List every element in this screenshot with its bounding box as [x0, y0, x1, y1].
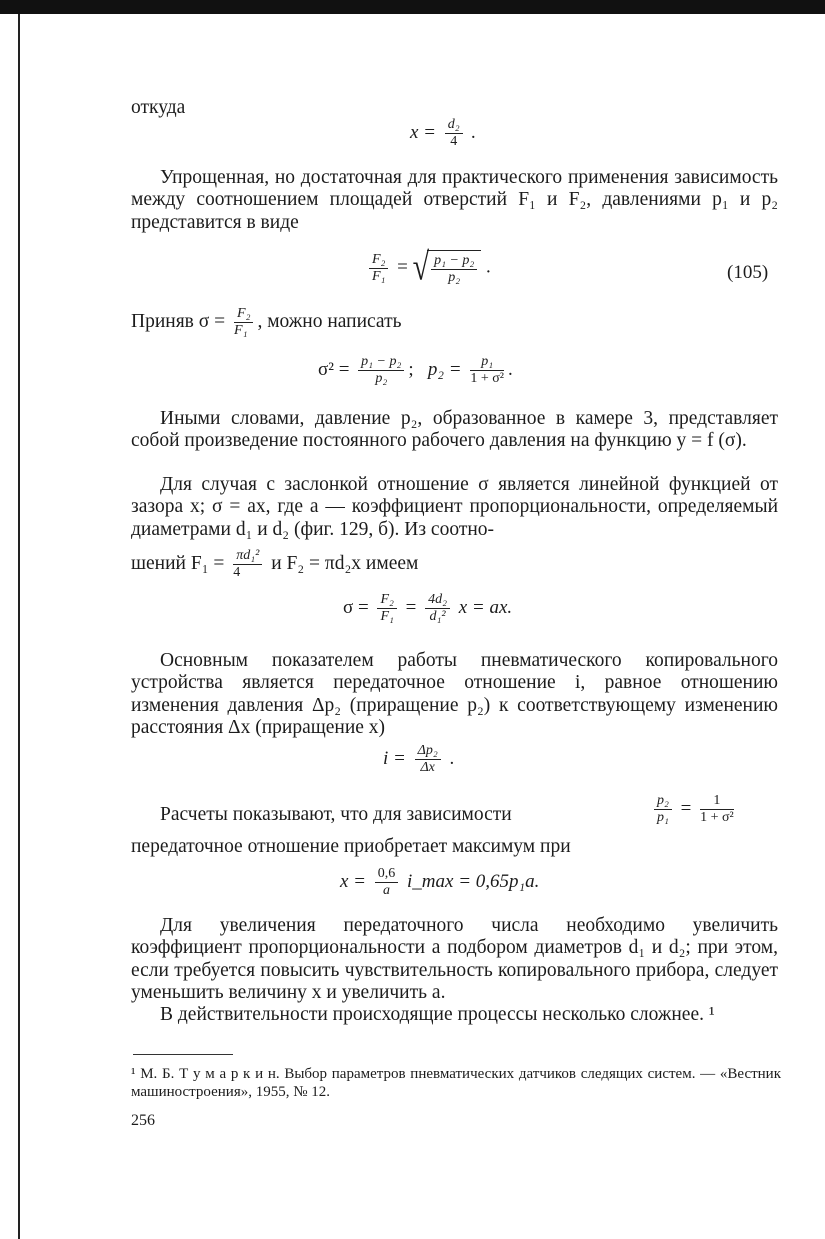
numerator: F₂ [234, 306, 253, 323]
footnote-separator [133, 1054, 233, 1055]
formula-lhs: x = [340, 870, 367, 892]
paragraph-flap-case: Для случая с заслонкой отношение σ является линейной функцией от зазора x; σ = ax, где a — коэффициент пропорциональности, определяемый диаметрами d₁ и d₂ (фиг. 129, б). Из соотно- [131, 474, 778, 540]
numerator: 4d₂ [425, 592, 450, 609]
numerator: F₂ [377, 592, 396, 609]
fraction-1 [377, 592, 396, 625]
fraction [445, 117, 463, 150]
denominator: d₁² [429, 609, 446, 624]
denominator: 1 + σ² [700, 810, 734, 825]
formula-x-max [340, 866, 539, 899]
page-number: 256 [131, 1112, 155, 1129]
numerator: p₂ [654, 793, 672, 810]
denominator: 1 + σ² [470, 371, 504, 386]
denominator: p₂ [448, 270, 461, 285]
scan-top-border [0, 0, 825, 14]
scan-left-border [18, 14, 20, 1239]
equation-number: (105) [727, 262, 769, 283]
paragraph-increase-gain: Для увеличения передаточного числа необходимо увеличить коэффициент пропорциональности a подбором диаметров d₁ и d₂; при этом, если требуется повысить чувствительность копировального прибора, следует уменьшить величину x и увеличить a. [131, 915, 778, 1004]
fraction-2 [470, 354, 504, 387]
formula-lhs: σ² = [318, 358, 350, 380]
word-otkuda: откуда [131, 97, 186, 118]
text-f2-imeem: и F₂ = πd₂x имеем [271, 552, 419, 574]
denominator: p₁ [657, 810, 669, 825]
fraction-pressure [431, 253, 477, 286]
denominator: p₂ [375, 371, 388, 386]
sqrt-icon: √ [412, 245, 430, 289]
formula-lhs: σ = [343, 596, 369, 618]
formula-tail: x = ax. [458, 596, 513, 618]
denominator: F₁ [380, 609, 394, 624]
numerator: p₁ − p₂ [431, 253, 477, 270]
formula-tail: . [486, 256, 491, 278]
formula-p2-p1 [650, 793, 738, 826]
text-sheniy: шений F₁ = [131, 552, 225, 574]
numerator: F₂ [369, 252, 388, 269]
denominator: 4 [233, 565, 241, 580]
numerator: p₁ [470, 354, 504, 371]
formula-105 [365, 245, 491, 289]
text-mozhno: , можно написать [257, 310, 402, 332]
numerator: πd₁² [233, 548, 262, 565]
formula-sigma-ax [343, 592, 512, 625]
line-sheniy [131, 548, 778, 581]
denominator: F₁ [372, 268, 386, 284]
fraction [415, 743, 441, 776]
numerator: 0,6 [375, 866, 399, 883]
equals-sign: = [680, 797, 692, 819]
formula-lhs: x = [410, 121, 437, 143]
formula-i-ratio [383, 743, 454, 776]
paragraph-main-indicator: Основным показателем работы пневматического копировального устройства является передаточное отношение i, равное отношению изменения давления Δp₂ (приращение p₂) к соответствующему изменению расстояния Δx (приращение x) [131, 650, 778, 739]
formula-tail: . [449, 747, 455, 769]
equals-sign: = [397, 256, 408, 278]
paragraph-in-reality: В действительности происходящие процессы несколько сложнее. ¹ [160, 1004, 715, 1025]
numerator: p₁ − p₂ [358, 354, 404, 371]
footnote: ¹ М. Б. Т у м а р к и н. Выбор параметров пневматических датчиков следящих систем. — «Вестник машиностроения», 1955, № 12. [131, 1066, 781, 1100]
fraction-2 [700, 793, 734, 826]
formula-x-d2-4 [410, 117, 476, 150]
denominator: F₁ [234, 323, 248, 338]
formula-lhs2: p₂ = [427, 358, 462, 380]
denominator: a [383, 883, 391, 898]
line-transfer-max: передаточное отношение приобретает максимум при [131, 836, 571, 857]
paragraph-simplified-dependence: Упрощенная, но достаточная для практического применения зависимость между соотношением площадей отверстий F₁ и F₂, давлениями p₁ и p₂ представится в виде [131, 167, 778, 233]
line-prinyav [131, 306, 778, 339]
text-prinyav: Приняв σ = [131, 310, 226, 332]
numerator: Δp₂ [415, 743, 441, 760]
formula-tail: i_max = 0,65p₁a. [407, 870, 540, 892]
radicand [427, 250, 481, 286]
formula-lhs: i = [383, 747, 406, 769]
fraction-1 [654, 793, 672, 826]
formula-tail: . [507, 358, 513, 380]
fraction-area-f1 [233, 548, 262, 581]
fraction-sigma [234, 306, 253, 339]
denominator: Δx [420, 760, 435, 775]
fraction-2 [425, 592, 450, 625]
paragraph-in-other-words: Иными словами, давление p₂, образованное в камере 3, представляет собой произведение постоянного рабочего давления на функцию y = f (σ). [131, 408, 778, 452]
equals-sign: = [405, 596, 417, 618]
numerator: d₂ [445, 117, 463, 134]
fraction-f2-f1 [369, 252, 388, 285]
text-raschety: Расчеты показывают, что для зависимости [160, 804, 512, 825]
fraction [375, 866, 399, 899]
fraction-1 [358, 354, 404, 387]
formula-tail: . [471, 121, 477, 143]
denominator: 4 [450, 134, 458, 149]
numerator: 1 [700, 793, 734, 810]
separator: ; [408, 358, 414, 380]
formula-sigma-squared [318, 354, 513, 387]
